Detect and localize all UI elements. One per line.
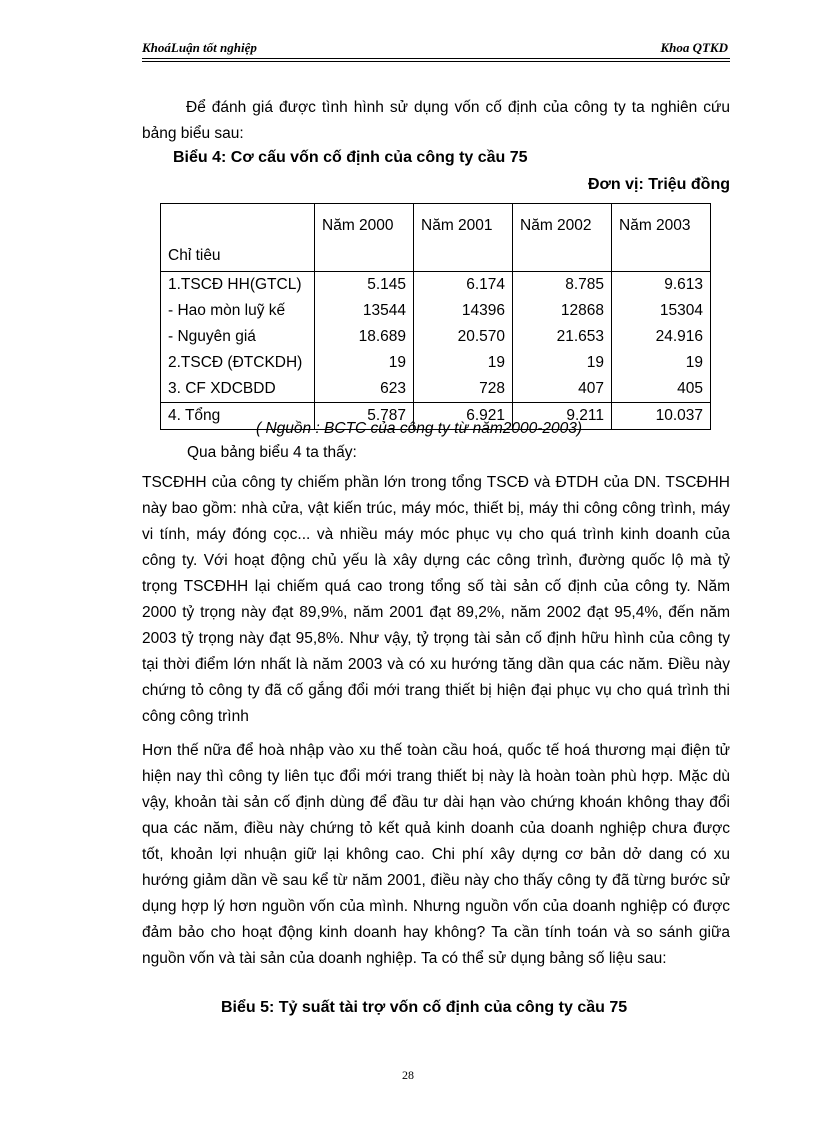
- column-header: Năm 2002: [513, 204, 612, 272]
- column-header: Chỉ tiêu: [161, 204, 315, 272]
- table-cell: 5.145: [315, 272, 414, 299]
- table-cell: 9.211: [513, 403, 612, 430]
- column-header: Năm 2000: [315, 204, 414, 272]
- table-cell: 20.570: [414, 324, 513, 350]
- analysis-paragraph-2: Hơn thế nữa để hoà nhập vào xu thế toàn cầu hoá, quốc tế hoá thương mại điện tử hiện nay thì công ty liên tục đổi mới trang thiết bị này là hoàn toàn phù hợp. Mặc dù vậy, khoản tài sản cố định dùng để đầu tư dài hạn vào chứng khoán không thay đổi qua các năm, điều này chứng tỏ kết quả kinh doanh của doanh nghiệp chưa được tốt, khoản lợi nhuận giữ lại không cao. Chi phí xây dựng cơ bản dở dang có xu hướng giảm dần về sau kể từ năm 2001, điều này cho thấy công ty đã từng bước sử dụng hợp lý hơn nguồn vốn của mình. Nhưng nguồn vốn của doanh nghiệp có được đảm bảo cho hoạt động kinh doanh hay không? Ta cần tính toán và so sánh giữa nguồn vốn và tài sản của doanh nghiệp. Ta có thể sử dụng bảng số liệu sau:: [142, 742, 730, 967]
- page-number: 28: [402, 1068, 414, 1082]
- table-cell: 19: [315, 350, 414, 376]
- table-cell: 10.037: [612, 403, 711, 430]
- table-row: [161, 350, 711, 376]
- table-cell: 728: [414, 376, 513, 403]
- table-row: [161, 272, 711, 299]
- table-row: [161, 298, 711, 324]
- table-cell: 6.174: [414, 272, 513, 299]
- table-cell: 9.613: [612, 272, 711, 299]
- table4-unit: Đơn vị: Triệu đồng: [587, 176, 730, 193]
- row-label: - Nguyên giá: [161, 324, 315, 350]
- row-label: 3. CF XDCBDD: [161, 376, 315, 403]
- table-cell: 405: [612, 376, 711, 403]
- table-cell: 623: [315, 376, 414, 403]
- table-row: [161, 324, 711, 350]
- table5-title: Biểu 5: Tỷ suất tài trợ vốn cố định của công ty cầu 75: [221, 999, 628, 1016]
- intro-paragraph: Để đánh giá được tình hình sử dụng vốn cố định của công ty ta nghiên cứu bảng biểu sau:: [142, 99, 730, 142]
- table-cell: 19: [414, 350, 513, 376]
- table-cell: 8.785: [513, 272, 612, 299]
- row-label: 4. Tổng: [161, 403, 315, 430]
- table-cell: 19: [513, 350, 612, 376]
- table-cell: 14396: [414, 298, 513, 324]
- analysis-paragraph-1: TSCĐHH của công ty chiếm phần lớn trong tổng TSCĐ và ĐTDH của DN. TSCĐHH này bao gồm: nhà cửa, vật kiến trúc, máy móc, thiết bị, máy thi công công trình, máy vi tính, máy đóng cọc... và nhiều máy móc phục vụ cho quá trình kinh doanh của công ty. Với hoạt động chủ yếu là xây dựng các công trình, đường quốc lộ mà tỷ trọng TSCĐHH lại chiếm quá cao trong tổng số tài sản cố định của công ty. Năm 2000 tỷ trọng này đạt 89,9%, năm 2001 đạt 89,2%, năm 2002 đạt 95,4%, đến năm 2003 tỷ trọng này đạt 95,8%. Như vậy, tỷ trọng tài sản cố định hữu hình của công ty tại thời điểm lớn nhất là năm 2003 và có xu hướng tăng dần qua các năm. Điều này chứng tỏ công ty đã cố gắng đổi mới trang thiết bị hiện đại phục vụ cho quá trình thi công công trình: [142, 474, 730, 725]
- table-cell: 6.921: [414, 403, 513, 430]
- analysis-lead: Qua bảng biểu 4 ta thấy:: [187, 444, 357, 461]
- header-left: KhoáLuận tốt nghiệp: [142, 40, 257, 55]
- table-cell: 13544: [315, 298, 414, 324]
- row-label: 2.TSCĐ (ĐTCKDH): [161, 350, 315, 376]
- table4: [160, 203, 711, 430]
- page-header: [142, 40, 730, 60]
- table-cell: 21.653: [513, 324, 612, 350]
- header-right: Khoa QTKD: [660, 40, 728, 55]
- table4-source: ( Nguồn : BCTC của công ty từ năm2000-2003): [256, 420, 583, 437]
- row-label: 1.TSCĐ HH(GTCL): [161, 272, 315, 299]
- column-header: Năm 2001: [414, 204, 513, 272]
- table-cell: 407: [513, 376, 612, 403]
- column-header: Năm 2003: [612, 204, 711, 272]
- table-row: [161, 376, 711, 403]
- table-header-row: [161, 204, 711, 272]
- table-cell: 18.689: [315, 324, 414, 350]
- table-cell: 24.916: [612, 324, 711, 350]
- table-cell: 19: [612, 350, 711, 376]
- table-cell: 12868: [513, 298, 612, 324]
- header-rule-thin: [142, 61, 730, 62]
- header-rule: [142, 58, 730, 59]
- table4-title: Biểu 4: Cơ cấu vốn cố định của công ty cầu 75: [173, 149, 528, 166]
- row-label: - Hao mòn luỹ kế: [161, 298, 315, 324]
- table-cell: 5.787: [315, 403, 414, 430]
- table-cell: 15304: [612, 298, 711, 324]
